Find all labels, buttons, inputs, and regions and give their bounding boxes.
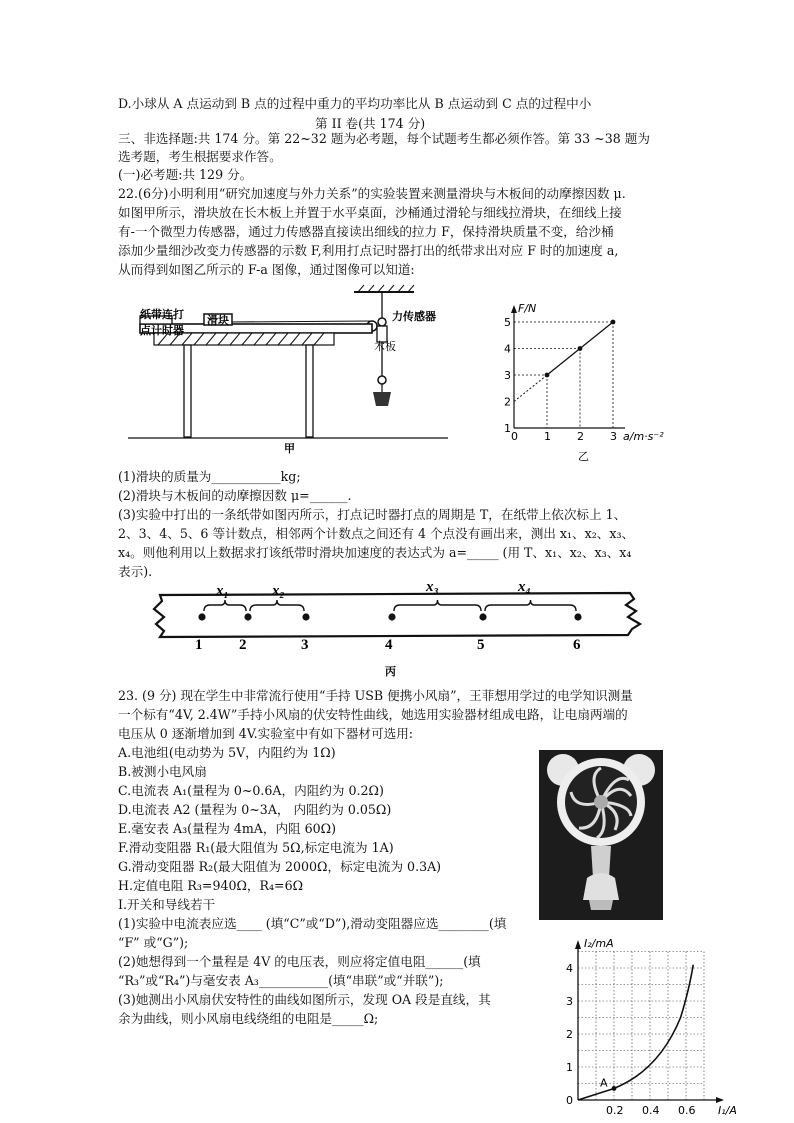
q23-line-1: 23. (9 分) 现在学生中非常流行使用“手持 USB 便携小风扇”，王菲想用学过的电学知识测量 [118,688,633,703]
yi-xtick-label: 0 [511,430,518,443]
fan-ylabel: I₂/mA [584,937,614,950]
q22-sub-5: x₄。则他利用以上数据求打该纸带时滑块加速度的表达式为 a=_____ (用 T、x₁、x₂、x₃、x₄ [118,545,632,560]
section3-line-3: (一)必考题:共 129 分。 [118,167,253,182]
tape-point-label: 1 [195,637,203,653]
yi-ytick-label: 2 [504,395,511,409]
q22-sub-6: 表示). [118,564,153,579]
fan-ytick-label: 0 [566,1094,573,1107]
section3-line-1: 三、非选择题:共 174 分。第 22~32 题为必考题，每个试题考生都必须作答。第 33 ~38 题为 [118,131,650,146]
tape-point-label: 6 [573,637,581,653]
yi-data-point [545,373,550,378]
q23-item-g: G.滑动变阻器 R₂(最大阻值为 2000Ω，标定电流为 0.3A) [118,859,442,874]
fan-photo [539,750,663,920]
fan-xlabel: I₁/A [718,1104,737,1117]
label-timer-2: 点计时器 [140,324,184,337]
yi-xlabel: a/m·s⁻² [623,430,664,443]
q23-item-b: B.被测小电风扇 [118,764,207,779]
fan-y-arrow [575,940,581,949]
yi-ytick-label: 1 [504,422,511,435]
yi-xtick-label: 1 [544,430,551,443]
q22-line-4: 添加少量细沙改变力传感器的示数 F,利用打点记时器打出的纸带求出对应 F 时的加速度 a, [118,243,619,258]
q23-item-h: H.定值电阻 R₃=940Ω，R₄=6Ω [118,878,304,893]
figure-yi-chart [500,296,690,466]
q22-line-3: 有-一个微型力传感器，通过力传感器直接读出细线的拉力 F，保持滑块质量不变，给沙桶 [118,224,614,239]
tape-point-label: 3 [301,637,309,653]
q22-sub-4: 2、3、4、5、6 等计数点，相邻两个计数点之间还有 4 个点没有画出来，测出 x₁、x₂、x₃、 [118,526,635,541]
q23-item-i: I.开关和导线若干 [118,897,216,912]
tape-dot [388,613,395,620]
tape-dot [198,613,205,620]
fan-iv-graph [560,935,740,1115]
tape-segment-label: x₂ [272,583,285,599]
yi-data-point [578,346,583,351]
label-sensor: 力传感器 [392,310,436,323]
fan-xtick-label: 0.4 [642,1104,660,1117]
figure-jia [118,282,458,455]
q23-line-2: 一个标有“4V, 2.4W”手持小风扇的伏安特性曲线，她选用实验器材组成电路，让电扇两端的 [118,707,628,722]
figure-bing-tape [150,577,650,677]
q22-line-1: 22.(6分)小明利用“研究加速度与外力关系”的实验装置来测量滑块与木板间的动摩擦因数 μ. [118,186,626,201]
tape-point-label: 2 [239,637,247,653]
tape-segment-label: x₁ [216,583,229,599]
yi-ytick-label: 5 [504,316,511,329]
yi-xtick-label: 3 [610,430,617,443]
fan-ytick-label: 1 [566,1061,573,1074]
section3-line-2: 选考题，考生根据要求作答。 [118,149,282,164]
q22-sub-3: (3)实验中打出的一条纸带如图丙所示，打点记时器打点的周期是 T，在纸带上依次标上 1、 [118,507,627,522]
part2-title: 第 II 卷(共 174 分) [315,116,426,131]
fan-xtick-label: 0.6 [678,1104,696,1117]
q23-sub-2b: “R₃”或“R₄”)与毫安表 A₃___________(填“串联”或“并联”); [118,973,444,988]
q23-item-c: C.电流表 A₁(量程为 0~0.6A，内阻约为 0.2Ω) [118,783,384,798]
tape-dot [574,613,581,620]
tape-segment-label: x₄ [518,579,531,595]
yi-line-extension [514,375,547,402]
yi-ytick-label: 3 [504,369,511,382]
fan-iv-curve [578,965,693,1100]
yi-xtick-label: 2 [577,430,584,443]
q23-item-a: A.电池组(电动势为 5V，内阻约为 1Ω) [118,745,336,760]
q23-sub-1a: (1)实验中电流表应选____ (填“C”或“D”),滑动变阻器应选________(填 [118,916,507,931]
q21-option-d: D.小球从 A 点运动到 B 点的过程中重力的平均功率比从 B 点运动到 C 点的过程中小 [118,96,592,111]
tape-point-label: 5 [477,637,485,653]
q22-line-5: 从而得到如图乙所示的 F-a 图像，通过图像可以知道: [118,262,415,277]
fan-xtick-label: 0.2 [606,1104,624,1117]
tape-dot [479,613,486,620]
fan-point-a-label: A [600,1076,608,1090]
fan-ytick-label: 3 [566,995,573,1008]
fan-point-a [612,1086,617,1091]
tape-dot [244,613,251,620]
fan-ytick-label: 2 [566,1028,573,1041]
yi-ylabel: F/N [518,302,537,315]
fan-ytick-label: 4 [566,962,573,975]
q23-item-f: F.滑动变阻器 R₁(最大阻值为 5Ω,标定电流为 1A) [118,840,394,855]
caption-bing: 丙 [385,665,396,678]
tape-dot [302,613,309,620]
caption-yi: 乙 [578,450,589,463]
q23-item-e: E.毫安表 A₃(量程为 4mA，内阻 60Ω) [118,821,337,836]
q23-sub-1b: “F” 或“G”); [118,935,189,950]
q22-line-2: 如图甲所示，滑块放在长木板上并置于水平桌面，沙桶通过滑轮与细线拉滑块，在细线上接 [118,205,622,220]
q22-sub-2: (2)滑块与木板间的动摩擦因数 μ=______. [118,488,352,503]
q22-sub-1: (1)滑块的质量为___________kg; [118,469,301,484]
yi-ytick-label: 4 [504,342,511,356]
tape-segment-label: x₃ [426,579,439,595]
yi-data-point [611,320,616,325]
q23-sub-2a: (2)她想得到一个量程是 4V 的电压表，则应将定值电阻______(填 [118,954,481,969]
label-timer-1: 纸带连打 [140,308,184,321]
q23-line-3: 电压从 0 逐渐增加到 4V.实验室中有如下器材可选用: [118,726,414,741]
label-board: 木板 [374,340,396,353]
label-slider: 滑块 [207,314,229,327]
fan-x-arrow [716,1097,724,1103]
tape-point-label: 4 [385,637,393,653]
q23-sub-3b: 余为曲线，则小风扇电线绕组的电阻是_____Ω; [118,1011,379,1026]
caption-jia: 甲 [284,442,295,455]
q23-item-d: D.电流表 A2 (量程为 0~3A， 内阻约为 0.05Ω) [118,802,392,817]
q23-sub-3a: (3)她测出小风扇伏安特性的曲线如图所示，发现 OA 段是直线，其 [118,992,491,1007]
yi-y-arrow [511,305,517,313]
